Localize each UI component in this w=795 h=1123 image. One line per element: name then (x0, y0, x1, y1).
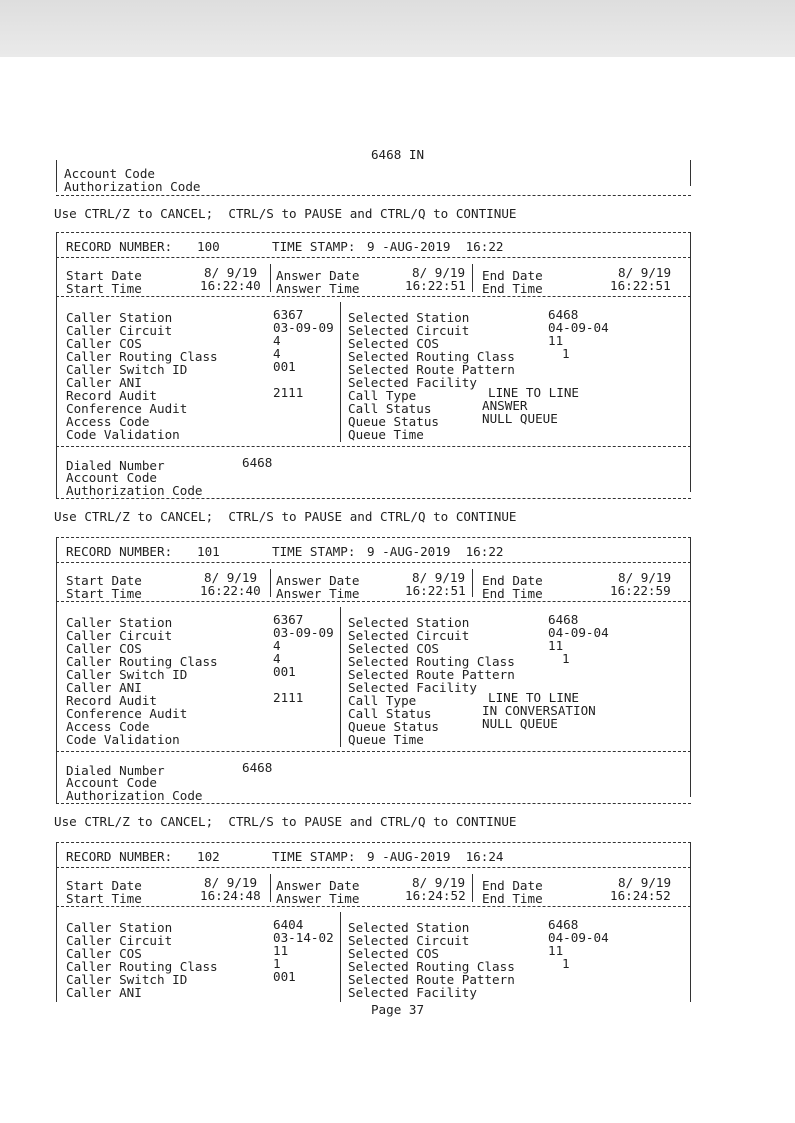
caller-routing-class: 4 (273, 346, 281, 361)
record-audit: 2111 (273, 385, 304, 400)
selected-cos-label: Selected COS (348, 946, 439, 961)
time-stamp: 9 -AUG-2019 16:24 (367, 849, 504, 864)
end-date-label: End Date (482, 878, 543, 893)
column-separator (270, 569, 271, 597)
selected-cos: 11 (548, 638, 564, 653)
cancel-hint: Use CTRL/Z to CANCEL; CTRL/S to PAUSE and CTRL/Q to CONTINUE (54, 206, 517, 221)
call-status-label: Call Status (348, 401, 432, 416)
cancel-hint: Use CTRL/Z to CANCEL; CTRL/S to PAUSE and CTRL/Q to CONTINUE (54, 509, 517, 524)
divider (56, 446, 691, 447)
end-date: 8/ 9/19 (618, 265, 672, 280)
caller-cos: 11 (273, 943, 289, 958)
answer-date: 8/ 9/19 (412, 875, 466, 890)
answer-time: 16:22:51 (405, 583, 466, 598)
column-separator (340, 912, 341, 1002)
caller-circuit-label: Caller Circuit (66, 933, 173, 948)
caller-circuit-label: Caller Circuit (66, 323, 173, 338)
start-date: 8/ 9/19 (204, 570, 258, 585)
selected-route-pattern-label: Selected Route Pattern (348, 972, 515, 987)
call-type: LINE TO LINE (488, 690, 579, 705)
page-header: 6468 IN (370, 147, 425, 162)
selected-circuit-label: Selected Circuit (348, 933, 470, 948)
queue-status: NULL QUEUE (482, 411, 558, 426)
conference-audit-label: Conference Audit (66, 706, 188, 721)
account-code-label: Account Code (66, 470, 157, 485)
selected-routing-class-label: Selected Routing Class (348, 349, 515, 364)
caller-routing-class-label: Caller Routing Class (66, 654, 218, 669)
caller-circuit-label: Caller Circuit (66, 628, 173, 643)
access-code-label: Access Code (66, 719, 150, 734)
start-date-label: Start Date (66, 268, 142, 283)
start-time: 16:22:40 (200, 278, 261, 293)
queue-time-label: Queue Time (348, 427, 424, 442)
end-time-label: End Time (482, 281, 543, 296)
start-time-label: Start Time (66, 586, 142, 601)
caller-ani-label: Caller ANI (66, 375, 142, 390)
divider (56, 195, 691, 196)
caller-switch-id: 001 (273, 969, 296, 984)
column-separator (340, 302, 341, 442)
selected-cos-label: Selected COS (348, 336, 439, 351)
selected-station-label: Selected Station (348, 310, 470, 325)
queue-time-label: Queue Time (348, 732, 424, 747)
selected-route-pattern-label: Selected Route Pattern (348, 667, 515, 682)
account-code-label: Account Code (64, 166, 155, 181)
selected-route-pattern-label: Selected Route Pattern (348, 362, 515, 377)
end-time-label: End Time (482, 891, 543, 906)
answer-time: 16:24:52 (405, 888, 466, 903)
caller-station-label: Caller Station (66, 920, 173, 935)
start-time-label: Start Time (66, 891, 142, 906)
divider (56, 906, 691, 907)
record-audit-label: Record Audit (66, 693, 157, 708)
caller-station: 6404 (273, 917, 304, 932)
caller-routing-class-label: Caller Routing Class (66, 959, 218, 974)
end-time-label: End Time (482, 586, 543, 601)
record-number-label: RECORD NUMBER: (66, 239, 173, 254)
end-date-label: End Date (482, 573, 543, 588)
answer-date: 8/ 9/19 (412, 265, 466, 280)
divider (56, 232, 691, 233)
column-separator (340, 607, 341, 747)
selected-routing-class: 1 (562, 346, 570, 361)
call-type-label: Call Type (348, 693, 417, 708)
selected-circuit: 04-09-04 (548, 930, 609, 945)
divider (56, 257, 691, 258)
divider (56, 537, 691, 538)
end-date: 8/ 9/19 (618, 875, 672, 890)
conference-audit-label: Conference Audit (66, 401, 188, 416)
selected-station: 6468 (548, 307, 579, 322)
caller-switch-id-label: Caller Switch ID (66, 972, 188, 987)
selected-routing-class: 1 (562, 651, 570, 666)
selected-station-label: Selected Station (348, 615, 470, 630)
border-left (56, 842, 57, 1002)
queue-status-label: Queue Status (348, 414, 439, 429)
selected-routing-class: 1 (562, 956, 570, 971)
divider (56, 498, 691, 499)
time-stamp-label: TIME STAMP: (272, 849, 356, 864)
authorization-code-label: Authorization Code (64, 179, 201, 194)
caller-routing-class: 4 (273, 651, 281, 666)
caller-circuit: 03-14-02 (273, 930, 334, 945)
selected-station: 6468 (548, 917, 579, 932)
column-separator (270, 264, 271, 292)
selected-facility-label: Selected Facility (348, 680, 477, 695)
page-footer: Page 37 (370, 1002, 425, 1017)
start-date-label: Start Date (66, 878, 142, 893)
caller-station-label: Caller Station (66, 615, 173, 630)
start-date: 8/ 9/19 (204, 265, 258, 280)
divider (56, 562, 691, 563)
caller-switch-id: 001 (273, 359, 296, 374)
time-stamp-label: TIME STAMP: (272, 239, 356, 254)
answer-time-label: Answer Time (276, 586, 360, 601)
selected-circuit: 04-09-04 (548, 320, 609, 335)
record-number-label: RECORD NUMBER: (66, 849, 173, 864)
record-number: 102 (197, 849, 220, 864)
caller-switch-id-label: Caller Switch ID (66, 667, 188, 682)
selected-routing-class-label: Selected Routing Class (348, 959, 515, 974)
column-separator (270, 874, 271, 902)
start-time: 16:22:40 (200, 583, 261, 598)
code-validation-label: Code Validation (66, 732, 180, 747)
divider (56, 296, 691, 297)
time-stamp: 9 -AUG-2019 16:22 (367, 239, 504, 254)
selected-circuit: 04-09-04 (548, 625, 609, 640)
caller-circuit: 03-09-09 (273, 625, 334, 640)
answer-date-label: Answer Date (276, 573, 360, 588)
border-left (56, 537, 57, 803)
border-right (690, 537, 691, 797)
time-stamp: 9 -AUG-2019 16:22 (367, 544, 504, 559)
record-number: 101 (197, 544, 220, 559)
caller-cos: 4 (273, 333, 281, 348)
selected-routing-class-label: Selected Routing Class (348, 654, 515, 669)
dialed-number: 6468 (242, 760, 273, 775)
answer-date-label: Answer Date (276, 878, 360, 893)
queue-status-label: Queue Status (348, 719, 439, 734)
caller-ani-label: Caller ANI (66, 680, 142, 695)
end-date: 8/ 9/19 (618, 570, 672, 585)
answer-date: 8/ 9/19 (412, 570, 466, 585)
start-date-label: Start Date (66, 573, 142, 588)
caller-switch-id-label: Caller Switch ID (66, 362, 188, 377)
dialed-number-label: Dialed Number (66, 458, 165, 473)
selected-facility-label: Selected Facility (348, 375, 477, 390)
selected-station: 6468 (548, 612, 579, 627)
caller-cos-label: Caller COS (66, 336, 142, 351)
answer-time: 16:22:51 (405, 278, 466, 293)
call-status: ANSWER (482, 398, 528, 413)
border-right (690, 232, 691, 492)
queue-status: NULL QUEUE (482, 716, 558, 731)
border-right (690, 842, 691, 1002)
time-stamp-label: TIME STAMP: (272, 544, 356, 559)
start-date: 8/ 9/19 (204, 875, 258, 890)
divider (56, 867, 691, 868)
divider (56, 803, 691, 804)
divider (56, 751, 691, 752)
account-code-label: Account Code (66, 775, 157, 790)
code-validation-label: Code Validation (66, 427, 180, 442)
divider (56, 842, 691, 843)
caller-routing-class: 1 (273, 956, 281, 971)
column-separator (472, 569, 473, 597)
divider (56, 601, 691, 602)
caller-circuit: 03-09-09 (273, 320, 334, 335)
end-date-label: End Date (482, 268, 543, 283)
call-type: LINE TO LINE (488, 385, 579, 400)
caller-cos-label: Caller COS (66, 641, 142, 656)
authorization-code-label: Authorization Code (66, 483, 203, 498)
border-right (690, 160, 691, 186)
selected-circuit-label: Selected Circuit (348, 323, 470, 338)
record-number: 100 (197, 239, 220, 254)
call-status: IN CONVERSATION (482, 703, 596, 718)
end-time: 16:24:52 (610, 888, 671, 903)
caller-switch-id: 001 (273, 664, 296, 679)
end-time: 16:22:51 (610, 278, 671, 293)
record-audit-label: Record Audit (66, 388, 157, 403)
caller-station: 6367 (273, 307, 304, 322)
caller-cos: 4 (273, 638, 281, 653)
selected-facility-label: Selected Facility (348, 985, 477, 1000)
border-left (56, 160, 57, 192)
caller-ani-label: Caller ANI (66, 985, 142, 1000)
caller-routing-class-label: Caller Routing Class (66, 349, 218, 364)
selected-cos: 11 (548, 943, 564, 958)
dialed-number-label: Dialed Number (66, 763, 165, 778)
border-left (56, 232, 57, 498)
selected-circuit-label: Selected Circuit (348, 628, 470, 643)
answer-date-label: Answer Date (276, 268, 360, 283)
access-code-label: Access Code (66, 414, 150, 429)
record-audit: 2111 (273, 690, 304, 705)
answer-time-label: Answer Time (276, 281, 360, 296)
answer-time-label: Answer Time (276, 891, 360, 906)
selected-cos: 11 (548, 333, 564, 348)
start-time-label: Start Time (66, 281, 142, 296)
caller-station-label: Caller Station (66, 310, 173, 325)
column-separator (472, 874, 473, 902)
caller-station: 6367 (273, 612, 304, 627)
dialed-number: 6468 (242, 455, 273, 470)
caller-cos-label: Caller COS (66, 946, 142, 961)
authorization-code-label: Authorization Code (66, 788, 203, 803)
viewer-toolbar (0, 0, 795, 58)
end-time: 16:22:59 (610, 583, 671, 598)
column-separator (472, 264, 473, 292)
call-status-label: Call Status (348, 706, 432, 721)
selected-cos-label: Selected COS (348, 641, 439, 656)
selected-station-label: Selected Station (348, 920, 470, 935)
start-time: 16:24:48 (200, 888, 261, 903)
call-type-label: Call Type (348, 388, 417, 403)
cancel-hint: Use CTRL/Z to CANCEL; CTRL/S to PAUSE and CTRL/Q to CONTINUE (54, 814, 517, 829)
record-number-label: RECORD NUMBER: (66, 544, 173, 559)
